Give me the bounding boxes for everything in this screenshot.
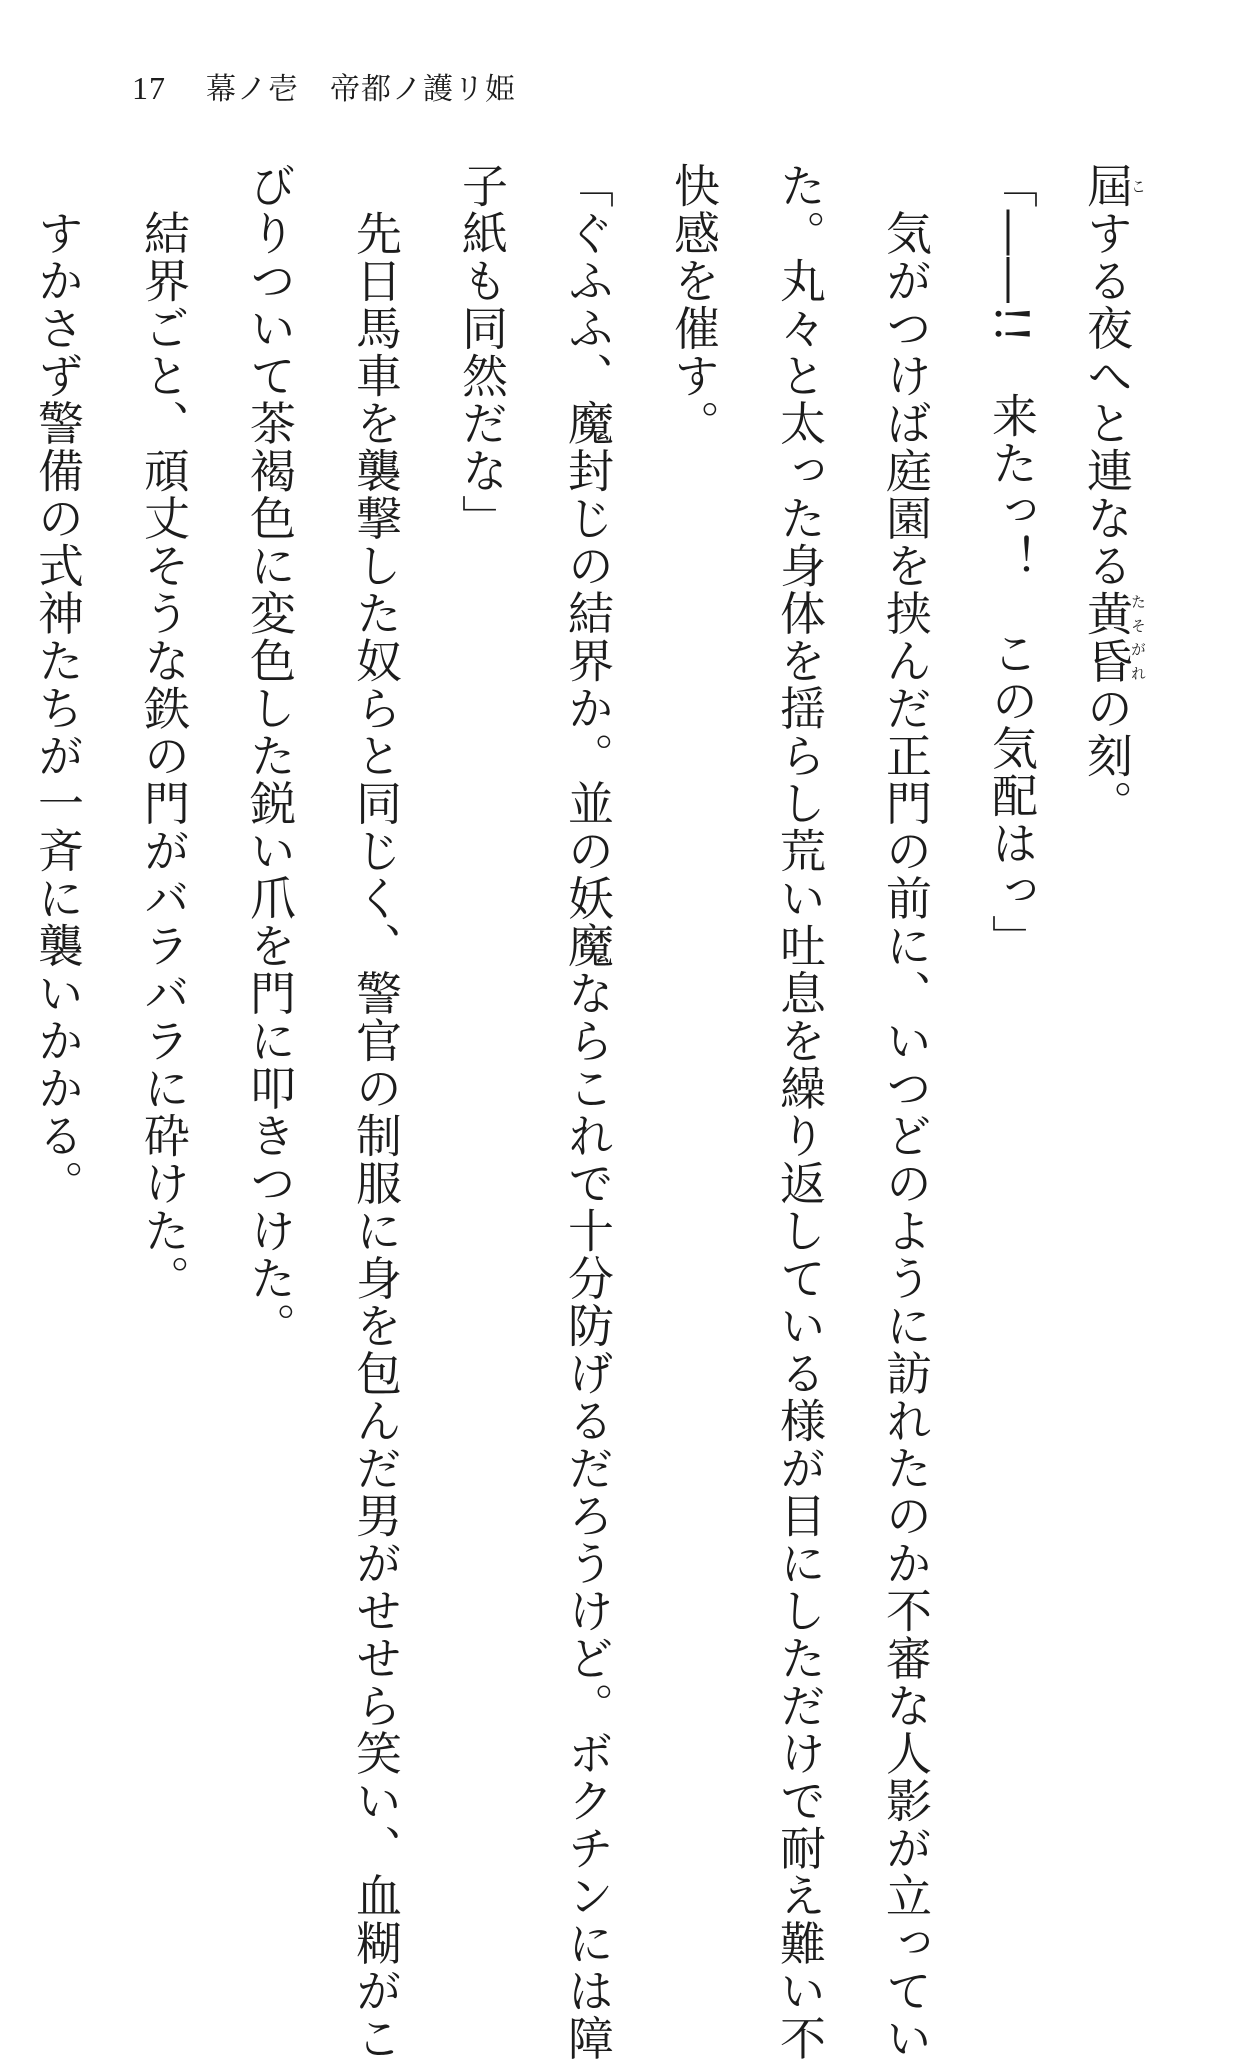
text-line-2: 「――!! 来たっ！ この気配はっ」 [985, 162, 1039, 962]
text-line-11: すかさず警備の式神たちが一斉に襲いかかる。 [31, 162, 85, 1207]
text-line-6: 「ぐふふ、魔封じの結界か。並の妖魔ならこれで十分防げるだろうけど。ボクチンには障 [561, 162, 615, 2062]
ruby-ko: 屆こ [1080, 162, 1147, 210]
page-number: 17 [132, 70, 166, 106]
running-header [132, 64, 516, 108]
text-line-7: 子紙も同然だな」 [455, 162, 509, 542]
text-line-8: 先日馬車を襲撃した奴らと同じく、警官の制服に身を包んだ男がせせら笑い、血糊がこ [349, 162, 403, 2062]
chapter-title: 幕ノ壱 帝都ノ護リ姫 [206, 72, 516, 107]
text-line-3: 気がつけば庭園を挟んだ正門の前に、いつどのように訪れたのか不審な人影が立ってい [879, 162, 933, 2062]
text-line-10: 結界ごと、頑丈そうな鉄の門がバラバラに砕けた。 [137, 162, 191, 1302]
vertical-text-body [31, 162, 1147, 2062]
ruby-tasogare: 黄昏たそがれ [1080, 589, 1147, 685]
text-line-4: た。丸々と太った身体を揺らし荒い吐息を繰り返している様が目にしただけで耐え難い不 [773, 162, 827, 2062]
text-line-5: 快感を催す。 [667, 162, 721, 447]
text-line-1: 屆こする夜へと連なる黄昏たそがれの刻。 [1080, 162, 1147, 827]
text-line-9: びりついて茶褐色に変色した鋭い爪を門に叩きつけた。 [243, 162, 297, 1350]
